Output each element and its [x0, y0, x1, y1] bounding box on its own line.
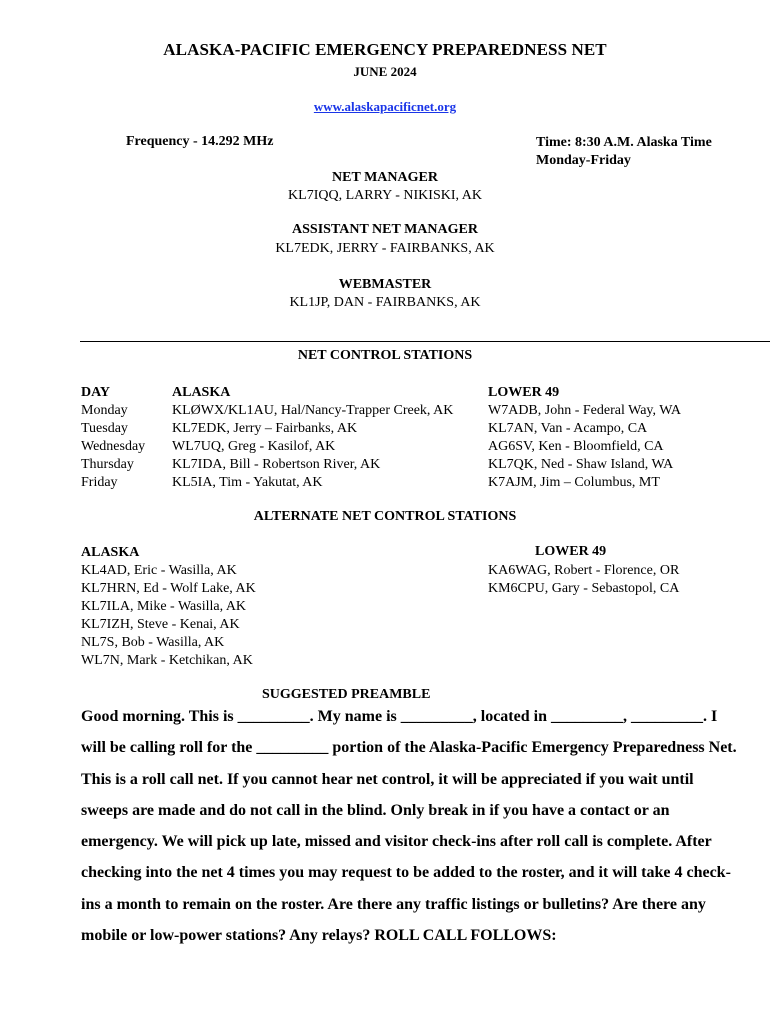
alternate-lower49-list	[488, 562, 679, 598]
schedule-block	[536, 134, 712, 170]
lower49-station: KL7AN, Van - Acampo, CA	[488, 421, 648, 436]
document-title: ALASKA-PACIFIC EMERGENCY PREPAREDNESS NET	[163, 40, 607, 59]
day-column	[81, 384, 145, 492]
webmaster-title: WEBMASTER	[338, 277, 432, 292]
time-text: Time: 8:30 A.M. Alaska Time	[536, 135, 712, 150]
lower49-column	[488, 384, 681, 492]
list-item: KL7IZH, Steve - Kenai, AK	[81, 617, 240, 632]
lower49-station: KL7QK, Ned - Shaw Island, WA	[488, 457, 674, 472]
net-manager-title: NET MANAGER	[332, 170, 438, 185]
alaska-station: KL7EDK, Jerry – Fairbanks, AK	[172, 421, 358, 436]
frequency-text: Frequency - 14.292 MHz	[126, 134, 274, 149]
net-manager-name: KL7IQQ, LARRY - NIKISKI, AK	[288, 188, 482, 203]
alaska-header: ALASKA	[172, 385, 231, 400]
horizontal-divider	[80, 341, 770, 342]
document-date: JUNE 2024	[353, 64, 417, 79]
list-item: KL7ILA, Mike - Wasilla, AK	[81, 599, 247, 614]
alaska-station: WL7UQ, Greg - Kasilof, AK	[172, 439, 336, 454]
day-cell: Wednesday	[81, 439, 146, 454]
webmaster-name: KL1JP, DAN - FAIRBANKS, AK	[289, 295, 481, 310]
preamble-text: Good morning. This is _________. My name is _________, located in _________, _________. I will be calling roll for the _________ portion of the Alaska-Pacific Emergency Preparedness Net. This is a roll call net. If you cannot hear net control, it will be appreciated if you wait until sweeps are made and do not call in the blind. Only break in if you have a contact or an emergency. We will pick up late, missed and visitor check-ins after roll call is complete. After checking into the net 4 times you may request to be added to the roster, and it will take 4 check-ins a month to remain on the roster. Are there any traffic listings or bulletins? Are there any mobile or low-power stations? Any relays? ROLL CALL FOLLOWS:	[81, 708, 737, 945]
alaska-station: KL5IA, Tim - Yakutat, AK	[172, 475, 323, 490]
alternate-lower49-header: LOWER 49	[535, 544, 607, 559]
lower49-station: W7ADB, John - Federal Way, WA	[488, 403, 682, 418]
day-cell: Friday	[81, 475, 118, 490]
list-item: KM6CPU, Gary - Sebastopol, CA	[488, 581, 680, 596]
website-link[interactable]: www.alaskapacificnet.org	[313, 99, 457, 114]
alaska-column	[172, 384, 453, 492]
lower49-header: LOWER 49	[488, 385, 560, 400]
day-header: DAY	[81, 385, 111, 400]
assistant-manager-name: KL7EDK, JERRY - FAIRBANKS, AK	[275, 241, 495, 256]
alternate-alaska-header: ALASKA	[81, 545, 140, 560]
lower49-station: K7AJM, Jim – Columbus, MT	[488, 475, 660, 490]
list-item: WL7N, Mark - Ketchikan, AK	[81, 653, 253, 668]
day-cell: Thursday	[81, 457, 134, 472]
alternate-title: ALTERNATE NET CONTROL STATIONS	[253, 509, 517, 524]
list-item: KL7HRN, Ed - Wolf Lake, AK	[81, 581, 256, 596]
assistant-manager-title: ASSISTANT NET MANAGER	[292, 222, 478, 237]
day-cell: Tuesday	[81, 421, 128, 436]
list-item: KL4AD, Eric - Wasilla, AK	[81, 563, 237, 578]
alternate-alaska-list	[81, 544, 256, 670]
alaska-station: KLØWX/KL1AU, Hal/Nancy-Trapper Creek, AK	[172, 403, 454, 418]
list-item: NL7S, Bob - Wasilla, AK	[81, 635, 225, 650]
day-cell: Monday	[81, 403, 128, 418]
preamble-title: SUGGESTED PREAMBLE	[262, 687, 431, 702]
website-line	[0, 99, 770, 115]
lower49-station: AG6SV, Ken - Bloomfield, CA	[488, 439, 664, 454]
days-text: Monday-Friday	[536, 153, 631, 168]
alaska-station: KL7IDA, Bill - Robertson River, AK	[172, 457, 381, 472]
net-control-title: NET CONTROL STATIONS	[297, 348, 473, 363]
list-item: KA6WAG, Robert - Florence, OR	[488, 563, 680, 578]
